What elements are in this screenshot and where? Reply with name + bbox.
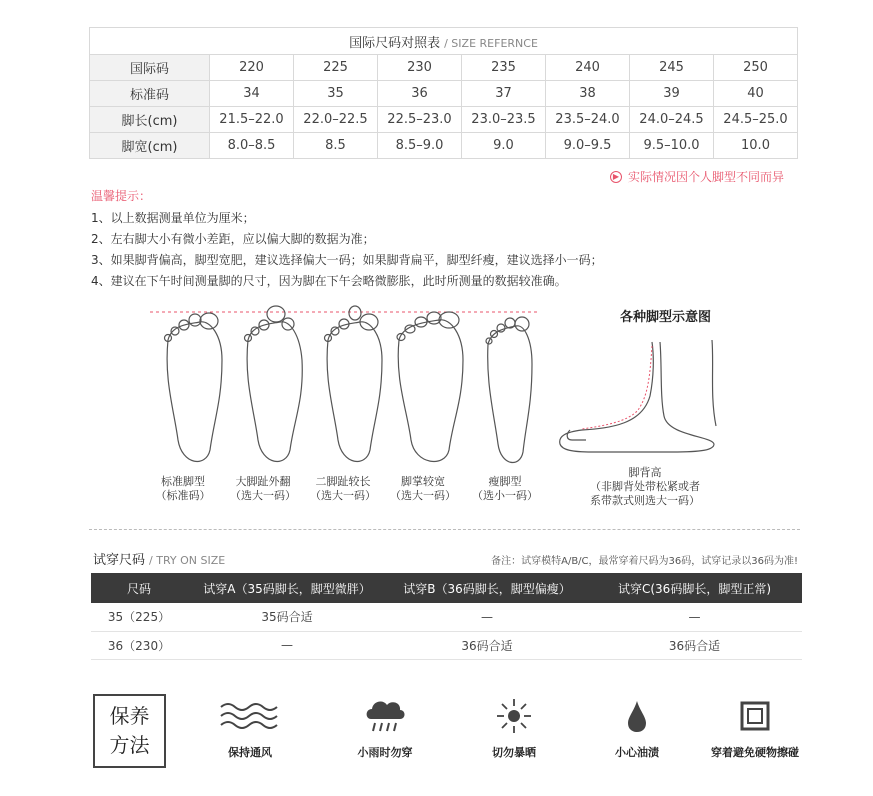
size-table-subtitle: / SIZE REFERNCE xyxy=(444,36,538,50)
foot-type-advice: （标准码） xyxy=(155,489,211,502)
size-cell: 8.5–9.0 xyxy=(378,133,462,159)
row-head: 标准码 xyxy=(90,81,210,107)
size-cell: 235 xyxy=(462,55,546,81)
foot-type-advice: （选大一码） xyxy=(390,489,456,502)
care-method-box xyxy=(93,694,166,768)
size-cell: 9.5–10.0 xyxy=(630,133,714,159)
foot-diagram-title: 各种脚型示意图 xyxy=(620,310,712,325)
try-on-cell: 36（230） xyxy=(91,631,187,659)
foot-label-wide xyxy=(378,475,468,503)
tips-title: 温馨提示： xyxy=(91,189,152,203)
row-head: 脚宽(cm) xyxy=(90,133,210,159)
wide-foot-outline xyxy=(397,312,463,461)
try-on-header: 试穿A（35码脚长，脚型微胖） xyxy=(187,573,387,603)
foot-label-bunion xyxy=(218,475,308,503)
tip-item: 2、左右脚大小有微小差距，应以偏大脚的数据为准； xyxy=(91,232,375,246)
try-on-header: 尺码 xyxy=(91,573,187,603)
care-label: 小心油渍 xyxy=(615,746,659,759)
try-on-cell: — xyxy=(187,631,387,659)
tip-item: 3、如果脚背偏高，脚型宽肥，建议选择偏大一码；如果脚背扁平，脚型纤瘦，建议选择小一码； xyxy=(91,253,603,267)
individual-variance-note xyxy=(610,168,784,185)
try-on-table xyxy=(91,573,802,660)
try-on-note: 备注：试穿模特A/B/C，最常穿着尺码为36码，试穿记录以36码为准! xyxy=(491,556,798,567)
size-cell: 10.0 xyxy=(714,133,798,159)
try-on-row xyxy=(91,603,802,631)
size-cell: 9.0–9.5 xyxy=(546,133,630,159)
row-head: 国际码 xyxy=(90,55,210,81)
foot-types-diagram xyxy=(140,300,560,510)
ventilation-icon xyxy=(219,701,281,731)
foot-outlines xyxy=(140,300,560,475)
care-item-rain xyxy=(330,692,440,760)
size-cell: 220 xyxy=(210,55,294,81)
size-cell: 23.5–24.0 xyxy=(546,107,630,133)
size-cell: 21.5–22.0 xyxy=(210,107,294,133)
square-frame-icon xyxy=(740,701,770,731)
foot-type-advice: （选大一码） xyxy=(310,489,376,502)
care-label: 切勿暴晒 xyxy=(492,746,536,759)
size-cell: 230 xyxy=(378,55,462,81)
try-on-header-row xyxy=(91,573,802,603)
dashed-divider xyxy=(89,529,800,530)
high-instep-title: 脚背高 xyxy=(628,466,662,479)
foot-type-advice: （选小一码） xyxy=(472,489,538,502)
size-cell: 35 xyxy=(294,81,378,107)
care-label: 保持通风 xyxy=(228,746,272,759)
foot-type-name: 二脚趾较长 xyxy=(315,475,371,488)
tips-list xyxy=(91,208,603,292)
size-cell: 9.0 xyxy=(462,133,546,159)
care-item-ventilation xyxy=(195,692,305,760)
care-item-sun xyxy=(459,692,569,760)
try-on-header: 试穿B（36码脚长，脚型偏瘦） xyxy=(387,573,587,603)
rain-cloud-icon xyxy=(363,695,407,737)
size-cell: 23.0–23.5 xyxy=(462,107,546,133)
size-cell: 22.0–22.5 xyxy=(294,107,378,133)
size-cell: 39 xyxy=(630,81,714,107)
size-cell: 38 xyxy=(546,81,630,107)
try-on-header: 试穿C(36码脚长，脚型正常) xyxy=(587,573,802,603)
care-item-hard-objects xyxy=(700,692,810,760)
foot-type-name: 标准脚型 xyxy=(161,475,205,488)
size-reference-table xyxy=(89,27,798,159)
standard-foot-outline xyxy=(165,313,223,461)
size-cell: 34 xyxy=(210,81,294,107)
high-instep-side-foot xyxy=(552,336,722,456)
size-cell: 36 xyxy=(378,81,462,107)
try-on-cell: 35（225） xyxy=(91,603,187,631)
try-on-cell: 35码合适 xyxy=(187,603,387,631)
foot-label-standard xyxy=(138,475,228,503)
size-row-length xyxy=(90,107,798,133)
size-cell: 8.0–8.5 xyxy=(210,133,294,159)
tip-item: 1、以上数据测量单位为厘米； xyxy=(91,211,255,225)
size-cell: 240 xyxy=(546,55,630,81)
care-box-line-2: 方法 xyxy=(109,733,150,757)
try-on-title xyxy=(93,549,225,568)
high-instep-label xyxy=(570,466,720,508)
high-instep-advice-2: 系带款式则选大一码） xyxy=(590,494,700,507)
try-on-title-text: 试穿尺码 xyxy=(93,553,146,568)
tip-item: 4、建议在下午时间测量脚的尺寸，因为脚在下午会略微膨胀，此时所测量的数据较准确。 xyxy=(91,274,567,288)
size-cell: 24.0–24.5 xyxy=(630,107,714,133)
oil-drop-icon xyxy=(626,699,648,733)
size-cell: 225 xyxy=(294,55,378,81)
size-row-width xyxy=(90,133,798,159)
size-table-title-cell xyxy=(90,28,798,55)
try-on-cell: 36码合适 xyxy=(387,631,587,659)
size-cell: 8.5 xyxy=(294,133,378,159)
sun-icon xyxy=(495,697,533,735)
size-cell: 37 xyxy=(462,81,546,107)
try-on-row xyxy=(91,631,802,659)
variance-note-text: 实际情况因个人脚型不同而异 xyxy=(627,170,784,184)
play-circle-icon: ▶ xyxy=(610,171,622,183)
care-item-oil xyxy=(582,692,692,760)
try-on-cell: 36码合适 xyxy=(587,631,802,659)
size-table-title: 国际尺码对照表 xyxy=(349,35,441,51)
foot-type-name: 瘦脚型 xyxy=(488,475,522,488)
care-label: 小雨时勿穿 xyxy=(357,746,413,759)
foot-type-name: 脚掌较宽 xyxy=(401,475,445,488)
care-box-line-1: 保养 xyxy=(109,704,150,728)
size-cell: 250 xyxy=(714,55,798,81)
try-on-cell: — xyxy=(587,603,802,631)
foot-type-name: 大脚趾外翻 xyxy=(235,475,291,488)
slim-foot-outline xyxy=(486,317,532,462)
care-label: 穿着避免硬物擦碰 xyxy=(711,746,799,759)
foot-label-slim xyxy=(460,475,550,503)
bunion-foot-outline xyxy=(245,306,303,461)
size-cell: 245 xyxy=(630,55,714,81)
high-instep-advice-1: （非脚背处带松紧或者 xyxy=(590,480,700,493)
foot-label-long-second-toe xyxy=(298,475,388,503)
size-cell: 24.5–25.0 xyxy=(714,107,798,133)
size-row-standard xyxy=(90,81,798,107)
long-second-toe-outline xyxy=(325,306,383,461)
size-cell: 22.5–23.0 xyxy=(378,107,462,133)
try-on-cell: — xyxy=(387,603,587,631)
try-on-subtitle: / TRY ON SIZE xyxy=(149,554,226,567)
size-cell: 40 xyxy=(714,81,798,107)
foot-type-advice: （选大一码） xyxy=(230,489,296,502)
size-row-intl xyxy=(90,55,798,81)
row-head: 脚长(cm) xyxy=(90,107,210,133)
